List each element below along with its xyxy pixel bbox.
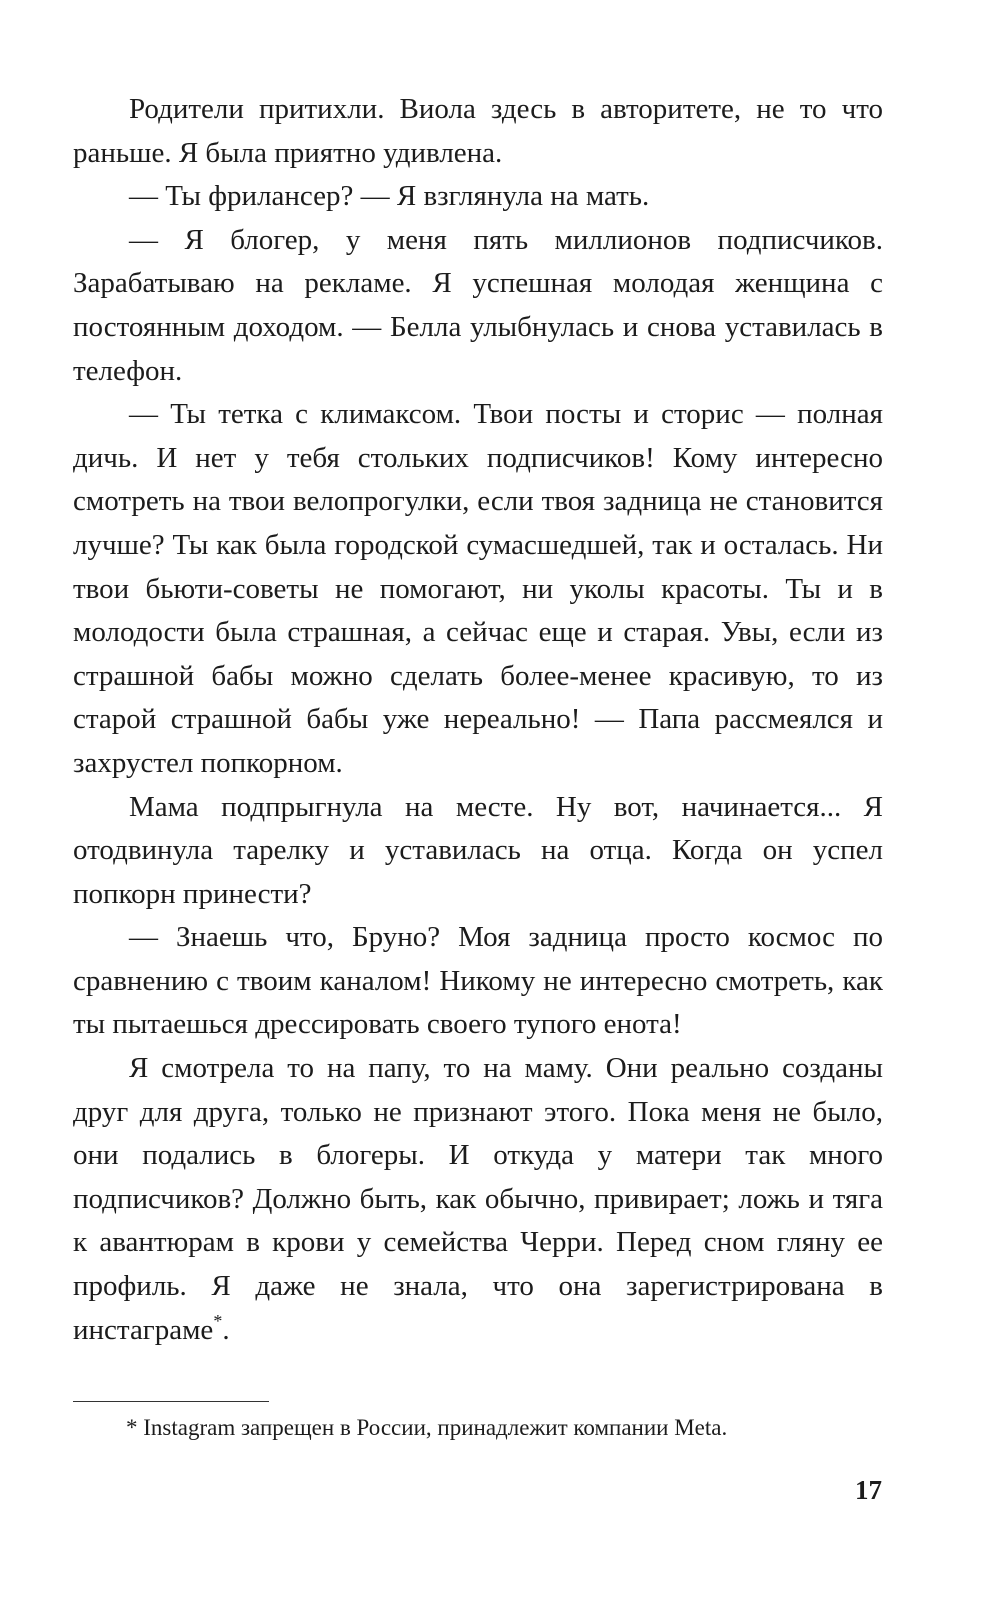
page-number: 17 bbox=[855, 1475, 882, 1505]
paragraph: — Знаешь что, Бруно? Моя задница просто космос по сравнению с твоим каналом! Никому не интересно смотреть, как ты пытаешься дрессировать своего тупого енота! bbox=[73, 921, 883, 1041]
paragraph-last: Я смотрела то на папу, то на маму. Они реально созданы друг для друга, только не признают этого. Пока меня не было, они подались в блогеры. И откуда у матери так много подписчиков? Должно быть, как обычно, привирает; ложь и тяга к авантюрам в крови у семейства Черри. Перед сном гляну ее профиль. Я даже не знала, что она зарегистрирована в инстаграме*. bbox=[73, 1052, 883, 1346]
footnote: * Instagram запрещен в России, принадлежит компании Meta. bbox=[126, 1415, 728, 1440]
paragraph: — Ты фрилансер? — Я взглянула на мать. bbox=[129, 180, 650, 213]
paragraph: Родители притихли. Виола здесь в авторитете, не то что раньше. Я была приятно удивлена. bbox=[73, 93, 883, 169]
body-text bbox=[73, 88, 883, 1352]
paragraph: — Я блогер, у меня пять миллионов подписчиков. Зарабатываю на рекламе. Я успешная молодая женщина с постоянным доходом. — Белла улыбнулась и снова уставилась в телефон. bbox=[73, 223, 883, 387]
footnote-divider bbox=[73, 1401, 269, 1402]
paragraph: Мама подпрыгнула на месте. Ну вот, начинается... Я отодвинула тарелку и уставилась на отца. Когда он успел попкорн принести? bbox=[73, 790, 883, 910]
footnote-marker: * bbox=[213, 1310, 223, 1331]
page-body bbox=[73, 88, 883, 1352]
paragraph: — Ты тетка с климаксом. Твои посты и сторис — полная дичь. И нет у тебя стольких подписчиков! Кому интересно смотреть на твои велопрогулки, если твоя задница не становится лучше? Ты как была городской сумасшедшей, так и осталась. Ни твои бьюти-советы не помогают, ни уколы красоты. Ты и в молодости была страшная, а сейчас еще и старая. Увы, если из страшной бабы можно сделать более-менее красивую, то из старой страшной бабы уже нереально! — Папа рассмеялся и захрустел попкорном. bbox=[73, 398, 883, 779]
paragraph-text: Я смотрела то на папу, то на маму. Они реально созданы друг для друга, только не признают этого. Пока меня не было, они подались в блогеры. И откуда у матери так много подписчиков? Должно быть, как обычно, привирает; ложь и тяга к авантюрам в крови у семейства Черри. Перед сном гляну ее профиль. Я даже не знала, что она зарегистрирована в инстаграме bbox=[73, 1052, 883, 1346]
